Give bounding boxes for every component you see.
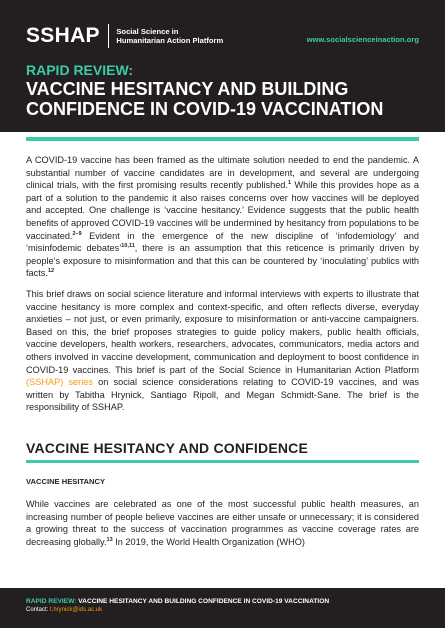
sshap-series-link[interactable]: (SSHAP) series [26,377,93,388]
hesitancy-paragraph [26,498,419,548]
logo-wordmark: SSHAP [26,24,100,47]
citation-ref: 13 [106,536,113,543]
section-heading: VACCINE HESITANCY AND CONFIDENCE [26,440,309,456]
footer-kicker: RAPID REVIEW: [26,598,77,605]
page-title-line1: VACCINE HESITANCY AND BUILDING [26,79,349,99]
footer-doc-title: VACCINE HESITANCY AND BUILDING CONFIDENCE IN COVID-19 VACCINATION [76,598,330,605]
citation-ref: 12 [47,268,55,275]
header-divider [26,137,419,141]
intro-paragraph-2 [26,288,419,414]
text-run: In 2019, the World Health Organization (WHO) [112,536,305,547]
text-run: This brief draws on social science literature and informal interviews with experts to illustrate that vaccine hesitancy is more complex and context-specific, and often reflects diverse, everyday anxieties – not just, or even primarily, exposure to misinformation or anti-vaccine campaigners. Based on this, the brief proposes strategies to guide policy makers, public health officials, vaccine developers, health workers, researchers, advocates, communicators, media actors and others involved in vaccine development, communication and deployment to boost confidence in COVID-19 vaccines. This brief is part of the Social Science in Humanitarian Action Platform [26,288,419,375]
intro-paragraph-1 [26,154,419,280]
citation-ref: 1 [287,180,292,187]
page-title [26,79,426,119]
intro-section [26,154,419,422]
sshap-logo[interactable] [26,24,223,48]
footer-bar [0,588,445,628]
hesitancy-section [26,498,419,556]
header-banner [0,0,445,132]
logo-subtitle-line1: Social Science in [116,26,179,36]
logo-subtitle-line2: Humanitarian Action Platform [116,36,224,45]
section-divider [26,460,419,463]
citation-ref: 10,11 [121,243,135,250]
text-run: , there is an assumption that this reticence is primarily driven by people’s exposure to misinformation and that this can be countered by ‘inoculating’ publics with facts. [26,243,419,279]
text-run: Evident in the emergence of the new discipline of ‘infodemiology’ and ‘misinfodemic debates’ [26,230,419,254]
contact-label: Contact: [26,607,51,613]
text-run: While vaccines are celebrated as one of the most successful public health measures, an increasing number of people believe vaccines are either unsafe or unnecessary; it is considered a growing threat to the success of vaccination programmes as vaccine coverage rates are decreasing globally. [26,499,419,547]
footer-contact [26,607,102,613]
subsection-heading: VACCINE HESITANCY [26,477,106,486]
logo-subtitle [116,27,223,46]
logo-divider [108,24,110,48]
page-title-line2: CONFIDENCE IN COVID-19 VACCINATION [26,99,384,119]
citation-ref: 2–9 [72,230,82,237]
rapid-review-label: RAPID REVIEW: [26,62,134,78]
text-run: While this provides hope as a part of a solution to the pandemic it also raises concerns over how vaccines will be deployed and accepted. One challenge is ‘vaccine hesitancy.’ Evidence suggests that the public health benefits of approved COVID-19 vaccines will be undermined by hesitancy from populations to be vaccinated. [26,180,419,241]
text-run: A COVID-19 vaccine has been framed as the ultimate solution needed to end the pandemic. A substantial number of vaccine candidates are in development, and several are undergoing clinical trials, with the first promising results recently published. [26,155,419,191]
contact-email-link[interactable]: t.hrynick@ids.ac.uk [50,607,103,613]
website-link[interactable]: www.socialscienceinaction.org [306,35,419,44]
footer-title [26,598,329,605]
text-run: on social science considerations relating to COVID-19 vaccines, and was written by Tabitha Hrynick, Santiago Ripoll, and Megan Schmidt-Sane. The brief is the responsibility of SSHAP. [26,377,420,413]
